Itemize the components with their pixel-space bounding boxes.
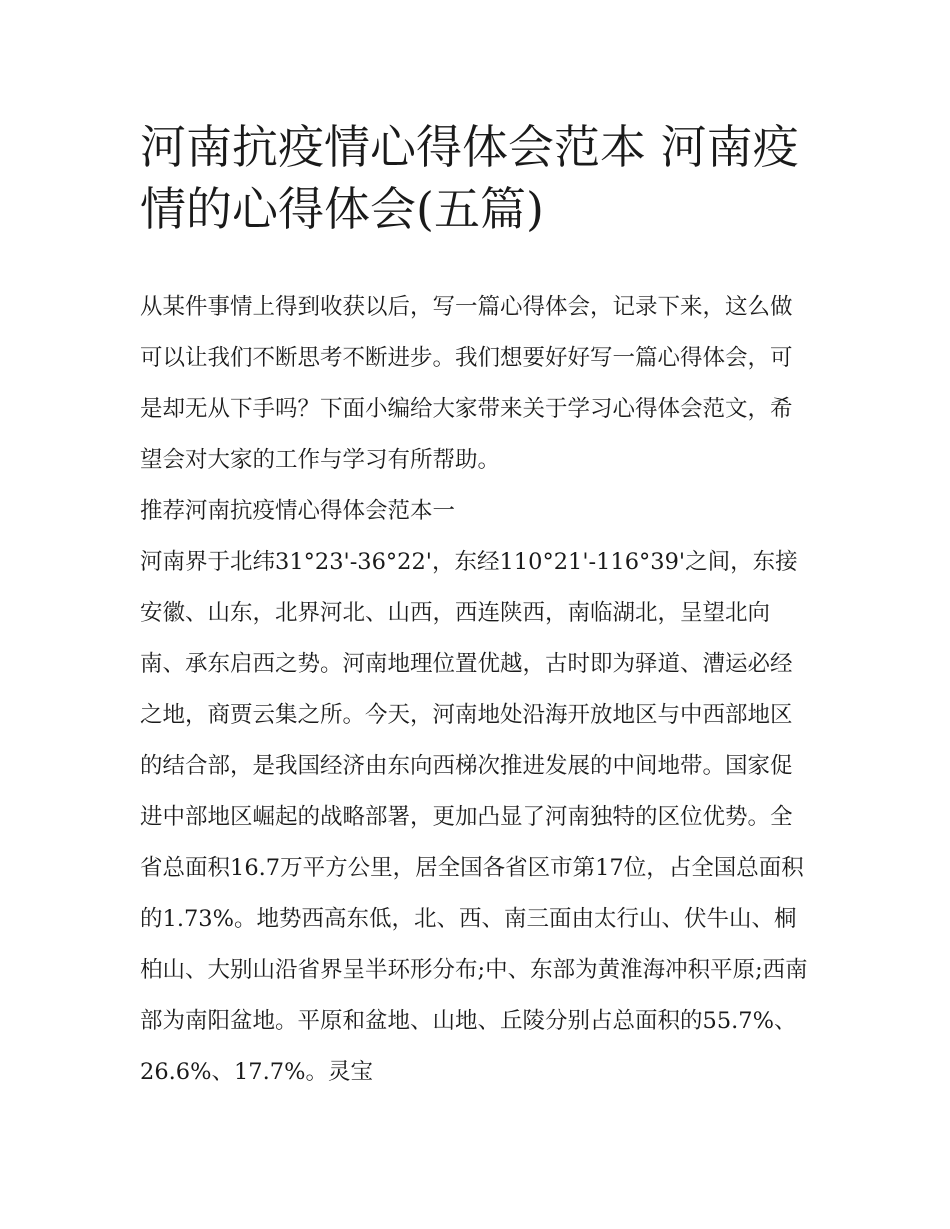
document-body [140, 282, 812, 1098]
body-paragraph: 河南界于北纬31°23'-36°22'，东经110°21'-116°39'之间，东接安徽、山东，北界河北、山西，西连陕西，南临湖北，呈望北向南、承东启西之势。河南地理位置优越，古时即为驿道、漕运必经之地，商贾云集之所。今天，河南地处沿海开放地区与中西部地区的结合部，是我国经济由东向西梯次推进发展的中间地带。国家促进中部地区崛起的战略部署，更加凸显了河南独特的区位优势。全省总面积16.7万平方公里，居全国各省区市第17位，占全国总面积的1.73%。地势西高东低，北、西、南三面由太行山、伏牛山、桐柏山、大别山沿省界呈半环形分布;中、东部为黄淮海冲积平原;西南部为南阳盆地。平原和盆地、山地、丘陵分别占总面积的55.7%、26.6%、17.7%。灵宝 [140, 549, 808, 1085]
section-heading: 推荐河南抗疫情心得体会范本一 [140, 498, 456, 524]
intro-paragraph: 从某件事情上得到收获以后，写一篇心得体会，记录下来，这么做可以让我们不断思考不断进步。我们想要好好写一篇心得体会，可是却无从下手吗？下面小编给大家带来关于学习心得体会范文，希望会对大家的工作与学习有所帮助。 [140, 294, 793, 473]
document-title: 河南抗疫情心得体会范本 河南疫情的心得体会(五篇) [140, 120, 799, 236]
